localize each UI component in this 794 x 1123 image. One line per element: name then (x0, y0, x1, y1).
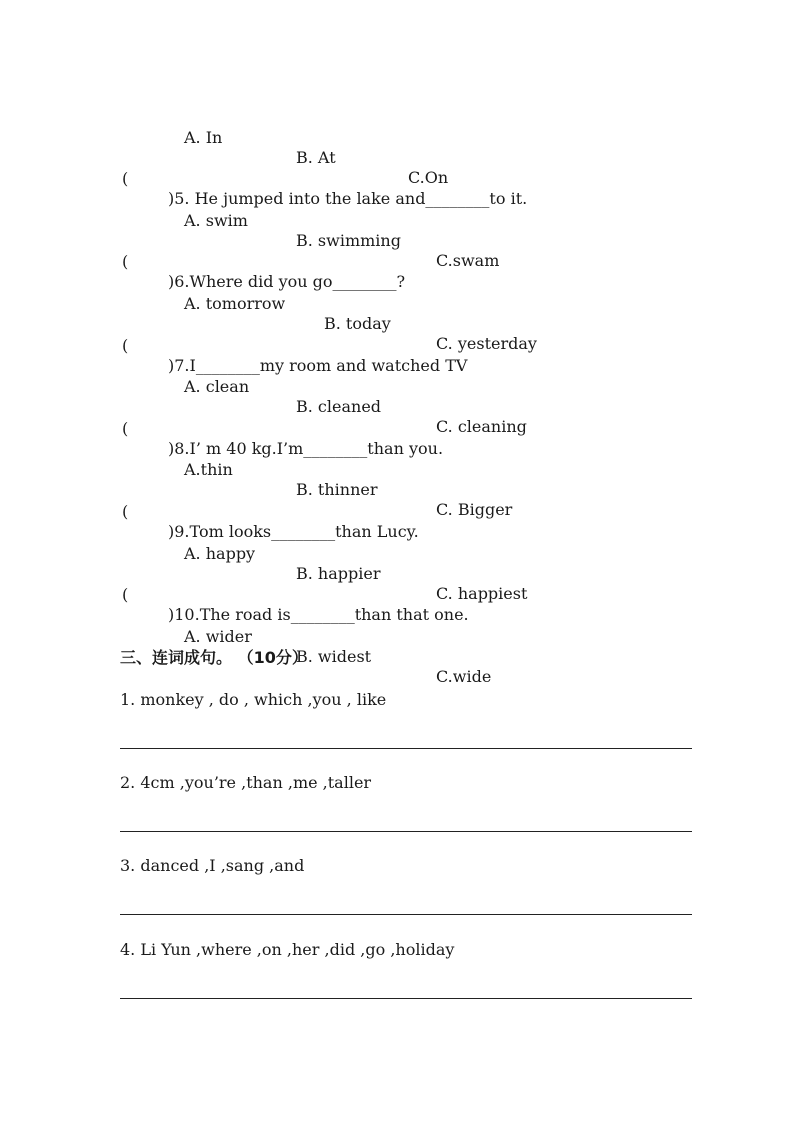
q8-option-b: B. thinner (296, 480, 378, 499)
q9-option-c: C. happiest (436, 584, 528, 603)
q4-option-a: A. In (184, 128, 223, 147)
q5-text: )5. He jumped into the lake and________to it. (168, 189, 528, 208)
q6-text: )6.Where did you go________? (168, 272, 406, 291)
q8-text: )8.I’ m 40 kg.I’m________than you. (168, 439, 444, 458)
q7-option-b: B. cleaned (296, 397, 382, 416)
q10-answer-paren[interactable]: ( (122, 585, 129, 604)
q7-text: )7.I________my room and watched TV (168, 356, 468, 375)
q6-option-c: C. yesterday (436, 334, 537, 353)
sentence-item-4: 4. Li Yun ,where ,on ,her ,did ,go ,holiday (120, 940, 455, 959)
q10-text: )10.The road is________than that one. (168, 605, 469, 624)
q10-option-c: C.wide (436, 667, 492, 686)
q10-option-a: A. wider (184, 627, 252, 646)
sentence-item-1: 1. monkey , do , which ,you , like (120, 690, 387, 709)
q4-option-b: B. At (296, 148, 336, 167)
answer-line-4[interactable] (120, 998, 692, 999)
q9-answer-paren[interactable]: ( (122, 502, 129, 521)
q5-answer-paren[interactable]: ( (122, 169, 129, 188)
q8-option-a: A.thin (184, 460, 233, 479)
section-3-title: 三、连词成句。 （10分） (120, 648, 308, 667)
q7-option-c: C. cleaning (436, 417, 527, 436)
q5-option-b: B. swimming (296, 231, 401, 250)
q9-option-b: B. happier (296, 564, 381, 583)
q8-option-c: C. Bigger (436, 500, 513, 519)
q5-option-c: C.swam (436, 251, 500, 270)
q9-text: )9.Tom looks________than Lucy. (168, 522, 419, 541)
q10-option-b: B. widest (296, 647, 372, 666)
q7-answer-paren[interactable]: ( (122, 336, 129, 355)
answer-line-3[interactable] (120, 914, 692, 915)
sentence-item-2: 2. 4cm ,you’re ,than ,me ,taller (120, 773, 372, 792)
q6-option-a: A. tomorrow (184, 294, 286, 313)
q6-option-b: B. today (324, 314, 391, 333)
sentence-item-3: 3. danced ,I ,sang ,and (120, 856, 305, 875)
q4-option-c: C.On (408, 168, 449, 187)
q7-option-a: A. clean (184, 377, 250, 396)
q9-option-a: A. happy (184, 544, 256, 563)
q6-answer-paren[interactable]: ( (122, 252, 129, 271)
answer-line-2[interactable] (120, 831, 692, 832)
answer-line-1[interactable] (120, 748, 692, 749)
q5-option-a: A. swim (184, 211, 248, 230)
q8-answer-paren[interactable]: ( (122, 419, 129, 438)
